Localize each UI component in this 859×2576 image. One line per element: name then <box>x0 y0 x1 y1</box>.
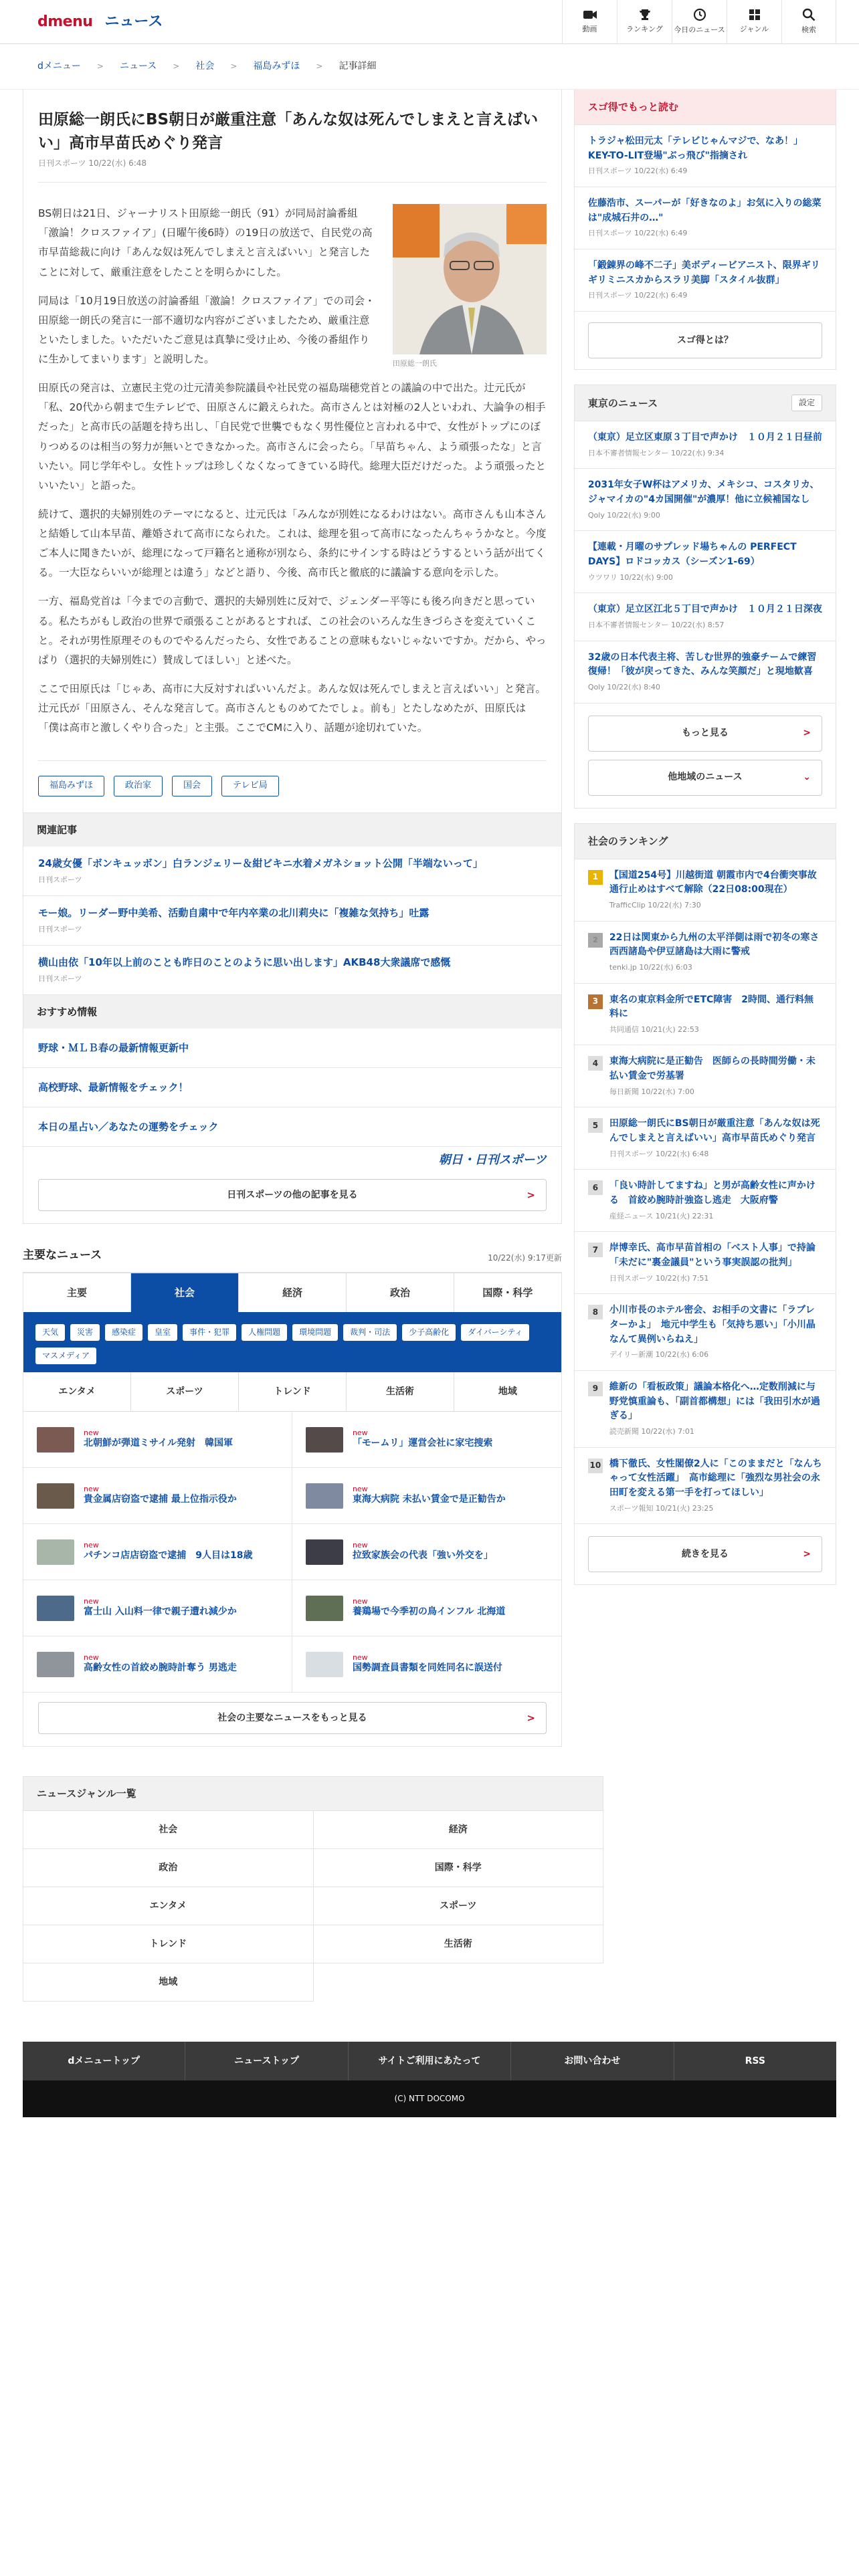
item-title[interactable]: 東名の東京料金所でETC障害 2時間、通行料無料に <box>609 994 814 1020</box>
ranking-item[interactable] <box>574 1232 836 1294</box>
news-title[interactable]: 拉致家族会の代表「強い外交を」 <box>352 1550 493 1562</box>
news-item[interactable] <box>292 1412 561 1468</box>
news-item[interactable] <box>23 1636 292 1693</box>
news-thumbnail <box>37 1539 74 1565</box>
tokyo-news-item[interactable] <box>574 531 836 593</box>
tokyo-news-item[interactable] <box>574 593 836 641</box>
new-badge: new <box>352 1428 368 1438</box>
item-source: 日刊スポーツ 10/22(水) 7:51 <box>609 1273 709 1283</box>
item-source: TrafficClip 10/22(水) 7:30 <box>609 900 701 909</box>
main-news <box>23 1272 562 1747</box>
related-item[interactable] <box>23 896 561 946</box>
news-logo[interactable]: ニュース <box>104 13 163 30</box>
tab-economy[interactable]: 経済 <box>239 1273 347 1312</box>
chevron-right-icon: > <box>173 61 180 71</box>
related-articles <box>23 813 562 1224</box>
rank-text <box>609 1457 822 1515</box>
tab-local[interactable]: 地域 <box>454 1372 561 1411</box>
news-text <box>84 1541 253 1563</box>
section-heading: おすすめ情報 <box>23 995 561 1029</box>
tab-sports[interactable]: スポーツ <box>131 1372 239 1411</box>
news-item[interactable] <box>292 1468 561 1524</box>
rank-number: 10 <box>588 1459 603 1473</box>
item-title[interactable]: 東海大病院に是正勧告 医師らの長時間労働・未払い賃金で労基署 <box>609 1056 816 1082</box>
news-text <box>84 1653 237 1675</box>
sugotoku-heading: スゴ得でもっと読む <box>574 90 836 125</box>
sugotoku-about-button[interactable]: スゴ得とは？ <box>588 322 822 358</box>
tag-link[interactable]: 政治家 <box>114 776 163 796</box>
sugotoku-item[interactable] <box>574 125 836 187</box>
nav-video[interactable] <box>562 0 617 44</box>
item-title[interactable]: （東京）足立区東原３丁目で声かけ １０月２１日昼前 <box>587 432 822 443</box>
nav-genre[interactable] <box>727 0 781 44</box>
rank-number: 8 <box>588 1305 603 1319</box>
news-title[interactable]: 富士山 入山料一律で親子遭れ減少か <box>84 1606 237 1618</box>
related-title[interactable]: 24歳女優「ボンキュッボン」白ランジェリー＆紺ビキニ水着メガネショット公開「半端ないって」 <box>38 857 483 870</box>
topic-chip[interactable]: 事件・犯罪 <box>183 1324 236 1341</box>
main-news-header <box>23 1247 562 1271</box>
rank-text <box>609 931 829 974</box>
topic-chip[interactable]: ダイバーシティ <box>461 1324 529 1341</box>
topic-chip[interactable]: 皇室 <box>148 1324 177 1341</box>
genre-link[interactable]: トレンド <box>23 1925 314 1963</box>
tag-link[interactable]: 福島みずほ <box>38 776 104 796</box>
article-paragraph: 続けて、選択的夫婦別姓のテーマになると、辻元氏は「みんなが別姓になるわけはない。高市さんも山本さんと結婚して山本早苗、離婚されて高市になられた。これは、総理を狙って高市になったんちゃうかなと。今度ご本人に聞きたいが、総理になって戸籍名と通称が別なら、条約にサインする時はどうするという話が出てくる。一大臣ならいいが総理とは違う」などと語り、今後、高市氏と徹底的に議論する意向を示した。 <box>38 508 547 579</box>
search-icon <box>802 8 816 21</box>
item-source: 共同通信 10/21(火) 22:53 <box>609 1025 699 1034</box>
topic-chip[interactable]: 裁判・司法 <box>343 1324 397 1341</box>
site-footer <box>23 2042 836 2117</box>
nav-label: 今日のニュース <box>674 25 725 34</box>
nav-ranking[interactable] <box>617 0 672 44</box>
dmenu-logo[interactable]: dmenu <box>37 13 93 30</box>
article <box>23 90 562 813</box>
news-thumbnail <box>306 1652 343 1677</box>
item-source: スポーツ報知 10/21(火) 23:25 <box>609 1503 714 1513</box>
item-source: 日刊スポーツ 10/22(水) 6:49 <box>587 229 688 238</box>
recommend-link[interactable]: 本日の星占い／あなたの運勢をチェック <box>23 1107 561 1147</box>
rank-number: 5 <box>588 1118 603 1133</box>
chevron-right-icon: > <box>316 61 323 71</box>
ranking-item[interactable] <box>574 859 836 922</box>
item-title[interactable]: 【連載・月曜のサプレッド場ちゃんの PERFECT DAYS】ロドコッカス（シーズン1-69） <box>587 542 797 568</box>
genre-list <box>23 1776 603 2002</box>
news-text <box>353 1485 506 1507</box>
item-source: 日本不審者情報センター 10/22(水) 8:57 <box>587 621 725 629</box>
ranking-heading <box>574 823 836 859</box>
item-title[interactable]: 田原総一朗氏にBS朝日が厳重注意「あんな奴は死んでしまえと言えばいい」高市早苗氏めぐり発言 <box>609 1118 820 1144</box>
news-item[interactable] <box>23 1524 292 1580</box>
tokyo-news-item[interactable] <box>574 641 836 704</box>
item-source: 読売新聞 10/22(水) 7:01 <box>609 1427 694 1436</box>
nav-today[interactable] <box>672 0 727 44</box>
nav-label: 動画 <box>582 24 597 33</box>
item-title[interactable]: 小川市長のホテル密会、お相手の文書に「ラブレターかよ」 地元中学生も「気持ち悪い」「小川晶なんて異例いらねえ」 <box>609 1305 816 1345</box>
genre-tabs <box>23 1372 561 1412</box>
item-source: ウツワリ 10/22(水) 9:00 <box>587 572 673 582</box>
video-icon <box>583 9 597 21</box>
item-title[interactable]: トラジャ松田元太「テレビじゃんマジで、なあ！」KEY-TO-LIT登場"ぶっ飛び"指摘され <box>587 136 803 161</box>
news-title[interactable]: 北朝鮮が弾道ミサイル発射 韓国軍 <box>84 1438 233 1449</box>
news-text <box>353 1597 505 1619</box>
main-news-title: 主要なニュース <box>23 1249 102 1263</box>
genre-link[interactable]: 地域 <box>23 1963 314 2002</box>
sidebar <box>574 90 836 1747</box>
button-label: 他地域のニュース <box>668 772 743 783</box>
article-paragraph: BS朝日は21日、ジャーナリスト田原総一朗氏（91）が同局討論番組「激論！クロスファイア」(日曜午後6時）の19日の放送で、自民党の高市早苗総裁に向け「あんな奴は死んでしまえと言えばいい」と発言したことに対して、厳重注意をしたことを明らかにした。 <box>38 207 373 278</box>
news-thumbnail <box>306 1539 343 1565</box>
genre-link[interactable]: 国際・科学 <box>314 1849 604 1887</box>
article-paragraph: 田原氏の発言は、立憲民主党の辻元清美参院議員や社民党の福島瑞穂党首との議論の中で出た。辻元氏が「私、20代から朝まで生テレビで、田原さんに鍛えられた。高市さんとは対極の2人といわれ、大論争の相手だった」と高市氏の話題を持ち出し、「自民党で世襲でもなく男性優位と言われる中で、女性がトップにのぼりつめるのは相当の努力が無いとできなかった。高市さんに会ったら。「早苗ちゃん、よう頑張ったな」と言いたい。同じ学年やし。女性トップは珍しくなくなってきている時代。総理大臣だけだった。よう頑張ったといいたい」と語った。 <box>38 382 547 492</box>
site-header <box>0 0 859 44</box>
tokyo-news-heading <box>574 385 836 421</box>
settings-button[interactable]: 設定 <box>791 395 822 411</box>
more-nikkan-button[interactable] <box>38 1179 547 1211</box>
topic-chip[interactable]: 環境問題 <box>292 1324 338 1341</box>
item-source: tenki.jp 10/22(水) 6:03 <box>609 962 692 972</box>
nav-label: ランキング <box>626 24 663 33</box>
ranking-item[interactable] <box>574 922 836 984</box>
genre-wrapper <box>0 1776 859 2002</box>
chevron-right-icon: > <box>96 61 104 71</box>
news-text <box>353 1541 493 1563</box>
ranking-item[interactable] <box>574 1170 836 1232</box>
ranking-item[interactable] <box>574 1371 836 1448</box>
page-body <box>0 90 859 1747</box>
related-source: 日刊スポーツ <box>38 974 82 984</box>
news-item[interactable] <box>23 1468 292 1524</box>
sugotoku-footer <box>574 312 836 370</box>
ranking-item[interactable] <box>574 1107 836 1170</box>
genre-link[interactable]: エンタメ <box>23 1887 314 1925</box>
trophy-icon <box>638 9 652 21</box>
news-thumbnail <box>37 1483 74 1509</box>
news-thumbnail <box>306 1427 343 1453</box>
related-item[interactable] <box>23 946 561 995</box>
news-item[interactable] <box>292 1636 561 1693</box>
item-title[interactable]: 2031年女子W杯はアメリカ、メキシコ、コスタリカ、ジャマイカの"4カ国開催"が濃厚！他に立候補国なし <box>587 479 820 506</box>
topic-chip[interactable]: 少子高齢化 <box>402 1324 456 1341</box>
item-source: 産経ニュース 10/21(火) 22:31 <box>609 1211 714 1220</box>
article-title: 田原総一朗氏にBS朝日が厳重注意「あんな奴は死んでしまえと言えばいい」高市早苗氏めぐり発言 <box>38 111 539 152</box>
topic-chip[interactable]: 天気 <box>35 1324 65 1341</box>
chevron-right-icon: > <box>803 728 811 739</box>
item-source: Qoly 10/22(水) 9:00 <box>587 510 660 520</box>
item-title[interactable]: 橋下徹氏、女性閣僚2人に「このままだと「なんちゃって女性活躍」 高市総理に「強烈な男社会の永田町を変える第一手を打ってほしい」 <box>609 1458 822 1499</box>
new-badge: new <box>84 1428 99 1438</box>
sugotoku-item[interactable] <box>574 249 836 312</box>
topic-chip[interactable]: 災害 <box>70 1324 100 1341</box>
news-grid <box>23 1412 561 1693</box>
related-source: 日刊スポーツ <box>38 925 82 934</box>
button-label: 日刊スポーツの他の記事を見る <box>227 1190 358 1201</box>
nikkan-logo: 朝日・日刊スポーツ <box>438 1152 547 1167</box>
article-body <box>38 183 547 738</box>
button-label: 社会の主要なニュースをもっと見る <box>217 1712 367 1723</box>
footer-links <box>23 2042 836 2080</box>
new-badge: new <box>352 1541 368 1550</box>
breadcrumb-topic[interactable]: 福島みずほ <box>253 61 300 72</box>
heading-label: 社会のランキング <box>587 835 668 847</box>
ranking-item[interactable] <box>574 1294 836 1371</box>
tab-lifestyle[interactable]: 生活術 <box>347 1372 454 1411</box>
tokyo-news-item[interactable] <box>574 469 836 531</box>
news-text <box>353 1428 492 1451</box>
item-source: Qoly 10/22(水) 8:40 <box>587 682 660 691</box>
genre-link[interactable]: 政治 <box>23 1849 314 1887</box>
news-title[interactable]: 高齢女性の首絞め腕時計奪う 男逃走 <box>84 1662 237 1674</box>
news-text <box>84 1428 233 1451</box>
new-badge: new <box>352 1653 368 1662</box>
news-text <box>84 1597 237 1619</box>
new-badge: new <box>352 1485 368 1494</box>
item-title[interactable]: 【国道254号】川越街道 朝霞市内で4台衝突事故 通行止めはすべて解除（22日08:00現在） <box>609 869 817 895</box>
footer-link[interactable]: サイトご利用にあたって <box>349 2042 511 2080</box>
news-item[interactable] <box>23 1412 292 1468</box>
item-title[interactable]: 「良い時計してますね」と男が高齢女性に声かける 首絞め腕時計強盗し逃走 大阪府警 <box>609 1180 816 1206</box>
article-photo[interactable] <box>393 204 547 371</box>
portrait-illustration <box>393 204 547 354</box>
article-paragraph: 同局は「10月19日放送の討論番組「激論！クロスファイア」での司会・田原総一朗氏の発言に一部不適切な内容がございましたため、厳重注意といたしました。いただいたご意見は真摯に受け止め、今後の番組作りに生かしてまいります」と説明した。 <box>38 294 375 366</box>
footer-link[interactable]: ニューストップ <box>185 2042 348 2080</box>
new-badge: new <box>84 1485 99 1494</box>
news-title[interactable]: 「モームリ」運営会社に家宅捜索 <box>352 1438 493 1449</box>
tokyo-news-item[interactable] <box>574 421 836 469</box>
new-badge: new <box>84 1653 99 1662</box>
tab-society[interactable]: 社会 <box>131 1273 239 1312</box>
item-title[interactable]: 32歳の日本代表主将、苦しむ世界的強豪チームで練習復帰！「彼が戻ってきた、みんな笑顔だ」と現地歓喜 <box>587 651 817 677</box>
rank-number: 6 <box>588 1180 603 1195</box>
genre-heading: ニュースジャンル一覧 <box>23 1776 603 1811</box>
tab-international[interactable]: 国際・科学 <box>454 1273 561 1312</box>
ranking-item[interactable] <box>574 984 836 1046</box>
sugotoku-item[interactable] <box>574 187 836 249</box>
clock-icon <box>693 8 706 21</box>
button-label: 続きを見る <box>681 1549 729 1560</box>
new-badge: new <box>84 1597 99 1606</box>
news-title[interactable]: 養鶏場で今季初の鳥インフル 北海道 <box>352 1606 506 1618</box>
item-title[interactable]: 佐藤浩市、スーパーが「好きなのよ」お気に入りの総菜は"成城石井の…" <box>587 197 822 223</box>
breadcrumb-dmenu[interactable]: dメニュー <box>37 61 81 72</box>
related-title[interactable]: 横山由依「10年以上前のことも昨日のことのように思い出します」AKB48大衆議席で感慨 <box>38 956 451 968</box>
news-item[interactable] <box>23 1580 292 1636</box>
rank-number: 1 <box>588 870 603 885</box>
item-title[interactable]: （東京）足立区江北５丁目で声かけ １０月２１日深夜 <box>587 604 822 615</box>
chevron-right-icon: > <box>527 1712 535 1724</box>
section-heading: 関連記事 <box>23 813 561 847</box>
rank-number: 2 <box>588 933 603 948</box>
item-source: 日刊スポーツ 10/22(水) 6:49 <box>587 167 688 176</box>
topic-chip[interactable]: マスメディア <box>35 1348 96 1364</box>
rank-number: 3 <box>588 994 603 1009</box>
tokyo-news-footer <box>574 704 836 809</box>
related-title[interactable]: モー娘。リーダー野中美希、活動自粛中で年内卒業の北川莉央に「複雑な気持ち」吐露 <box>38 906 430 919</box>
genre-link[interactable]: 経済 <box>314 1811 604 1849</box>
rank-text <box>609 1241 822 1284</box>
tokyo-more-button[interactable] <box>588 716 822 752</box>
main-column <box>23 90 562 1747</box>
item-source: 日刊スポーツ 10/22(水) 6:49 <box>587 291 688 300</box>
rank-number: 9 <box>588 1382 603 1396</box>
recommend-link[interactable]: 野球・ＭＬＢ春の最新情報更新中 <box>23 1029 561 1068</box>
rank-text <box>609 1117 822 1160</box>
breadcrumb <box>0 44 859 90</box>
related-item[interactable] <box>23 847 561 896</box>
ranking-list <box>574 859 836 1525</box>
footer-link[interactable]: dメニュートップ <box>23 2042 185 2080</box>
heading-label: 東京のニュース <box>587 397 658 409</box>
topic-chips <box>23 1312 561 1372</box>
rank-text <box>609 1179 822 1222</box>
genre-grid <box>23 1811 603 2002</box>
ranking-item[interactable] <box>574 1045 836 1107</box>
rank-text <box>609 1380 822 1438</box>
ranking-footer <box>574 1524 836 1585</box>
news-title[interactable]: 国勢調査員書類を同姓同名に誤送付 <box>352 1662 502 1674</box>
article-meta: 日刊スポーツ 10/22(水) 6:48 <box>38 157 547 183</box>
nav-label: 検索 <box>801 25 816 34</box>
rank-number: 7 <box>588 1243 603 1257</box>
tab-politics[interactable]: 政治 <box>347 1273 454 1312</box>
footer-link[interactable]: RSS <box>745 2055 765 2066</box>
item-source: デイリー新潮 10/22(水) 6:06 <box>609 1350 709 1360</box>
other-region-button[interactable] <box>588 760 822 796</box>
item-source: 日本不審者情報センター 10/22(水) 9:34 <box>587 448 725 457</box>
chevron-down-icon: ⌄ <box>803 772 811 783</box>
item-title[interactable]: 岸博幸氏、高市早苗首相の「ベスト人事」で持論「未だに"裏金議員"という事実誤認の批判」 <box>609 1243 816 1269</box>
topic-chip[interactable]: 人権問題 <box>242 1324 287 1341</box>
news-thumbnail <box>37 1427 74 1453</box>
genre-link[interactable]: スポーツ <box>314 1887 604 1925</box>
item-title[interactable]: 維新の「看板政策」議論本格化へ…定数削減に与野党慎重論も、「副首都構想」には「我田引水が過ぎる」 <box>609 1382 820 1422</box>
copyright: (C) NTT DOCOMO <box>23 2080 836 2117</box>
item-title[interactable]: 「鍛錬界の峰不二子」美ボディービアニスト、限界ギリギリミニスカからスラリ美脚「スタイル抜群」 <box>587 259 820 286</box>
news-title[interactable]: パチンコ店店窃盗で逮捕 9人目は18歳 <box>84 1550 253 1562</box>
genre-link[interactable]: 社会 <box>23 1811 314 1849</box>
main-news-updated: 10/22(水) 9:17更新 <box>488 1253 562 1263</box>
photo-caption: 田原総一朗氏 <box>392 359 437 368</box>
rank-text <box>609 993 822 1036</box>
rank-text <box>609 1303 822 1361</box>
portrait-image <box>393 204 547 354</box>
more-society-news-button[interactable] <box>38 1702 547 1734</box>
related-source: 日刊スポーツ <box>38 875 82 885</box>
rank-number: 4 <box>588 1056 603 1071</box>
item-source: 日刊スポーツ 10/22(水) 6:48 <box>609 1149 709 1158</box>
breadcrumb-society[interactable]: 社会 <box>195 61 215 72</box>
news-item[interactable] <box>292 1580 561 1636</box>
new-badge: new <box>352 1597 368 1606</box>
article-paragraph: ここで田原氏は「じゃあ、高市に大反対すればいいんだよ。あんな奴は死んでしまえと言えばいい」と発言。辻元氏が「田原さん、そんな発言して。高市さんとものめてたでしょ。前も」とたしなめたが、田原氏は「僕は高市と激しくやり合った」と主張。ここでCMに入り、話題が途切れていた。 <box>38 682 546 734</box>
news-thumbnail <box>306 1596 343 1621</box>
nav-label: ジャンル <box>739 24 769 33</box>
news-thumbnail <box>37 1596 74 1621</box>
ranking-item[interactable] <box>574 1448 836 1525</box>
chevron-right-icon: > <box>230 61 237 71</box>
breadcrumb-news[interactable]: ニュース <box>119 61 157 72</box>
nav-search[interactable] <box>781 0 836 44</box>
ranking-more-button[interactable] <box>588 1536 822 1572</box>
rank-text <box>609 1055 822 1097</box>
news-title[interactable]: 貴金属店窃盗で逮捕 最上位指示役か <box>84 1494 237 1505</box>
article-paragraph: 一方、福島党首は「今までの言動で、選択的夫婦別姓に反対で、ジェンダー平等にも後ろ向きだと思っている。私たちがもし政治の世界で頑張ることがあるとすれば、この社会のいろんな生きづらさを変えていくこと。それが男性原理そのものでやるんだったら、女性であることの意味もないじゃないですか。だから、やっぱり（選択的夫婦別姓に）賛成してほしい」と述べた。 <box>38 595 547 666</box>
recommend-link[interactable]: 高校野球、最新情報をチェック！ <box>23 1068 561 1107</box>
rank-text <box>609 869 822 911</box>
chevron-right-icon: > <box>527 1189 535 1202</box>
logo[interactable] <box>37 10 163 33</box>
header-nav <box>562 0 836 44</box>
tag-link[interactable]: 国会 <box>172 776 212 796</box>
news-text <box>84 1485 237 1507</box>
news-title[interactable]: 東海大病院 未払い賃金で是正勧告か <box>352 1494 506 1505</box>
chevron-right-icon: > <box>803 1549 811 1560</box>
breadcrumb-current: 記事詳細 <box>339 61 377 72</box>
main-news-tabs <box>23 1273 561 1312</box>
tag-list <box>38 760 547 813</box>
new-badge: new <box>84 1541 99 1550</box>
tab-trend[interactable]: トレンド <box>239 1372 347 1411</box>
item-source: 毎日新聞 10/22(水) 7:00 <box>609 1087 694 1096</box>
tab-major[interactable]: 主要 <box>23 1273 131 1312</box>
tag-link[interactable]: テレビ局 <box>221 776 279 796</box>
item-title[interactable]: 22日は関東から九州の太平洋側は雨で初冬の寒さ 西西諸島や伊豆諸島は大雨に警戒 <box>609 932 829 958</box>
grid-icon <box>749 9 761 21</box>
footer-link[interactable]: お問い合わせ <box>511 2042 674 2080</box>
topic-chip[interactable]: 感染症 <box>105 1324 142 1341</box>
news-item[interactable] <box>292 1524 561 1580</box>
genre-link[interactable]: 生活術 <box>314 1925 604 1963</box>
tab-entertainment[interactable]: エンタメ <box>23 1372 131 1411</box>
news-text <box>353 1653 502 1675</box>
button-label: もっと見る <box>681 728 729 739</box>
news-thumbnail <box>37 1652 74 1677</box>
news-thumbnail <box>306 1483 343 1509</box>
